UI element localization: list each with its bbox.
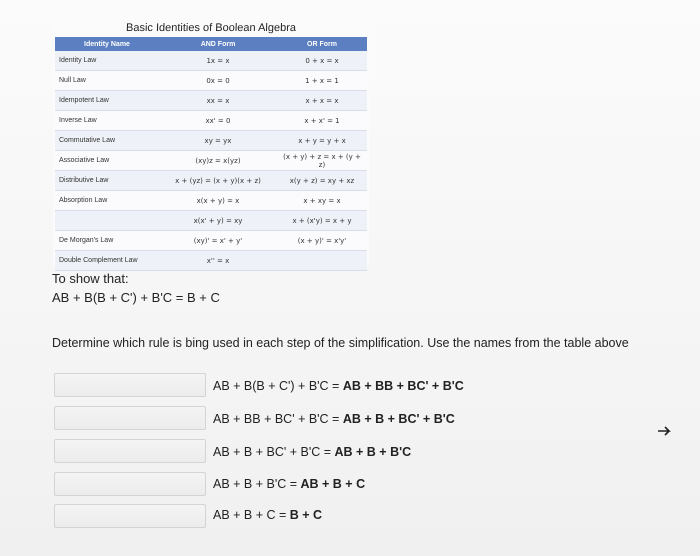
row-and: xx = x — [159, 91, 277, 111]
mouse-pointer-icon — [657, 425, 671, 439]
answer-input-1[interactable] — [54, 373, 206, 397]
row-name: Identity Law — [55, 51, 159, 71]
table-row — [55, 71, 367, 91]
row-and: 1x = x — [159, 51, 277, 71]
row-name: De Morgan's Law — [55, 231, 159, 251]
row-name: Associative Law — [55, 151, 159, 171]
prompt-goal: AB + B(B + C') + B'C = B + C — [52, 290, 220, 305]
table-row — [55, 91, 367, 111]
answer-input-5[interactable] — [54, 504, 206, 528]
answer-input-2[interactable] — [54, 406, 206, 430]
step-4-left: AB + B + B'C = — [213, 477, 301, 491]
row-and: x(x' + y) = xy — [159, 211, 277, 231]
row-name: Commutative Law — [55, 131, 159, 151]
row-name: Absorption Law — [55, 191, 159, 211]
step-2-left: AB + BB + BC' + B'C = — [213, 412, 343, 426]
step-1-right: AB + BB + BC' + B'C — [342, 379, 464, 393]
row-or: x + (x'y) = x + y — [277, 211, 367, 231]
table-row — [55, 111, 367, 131]
prompt-intro: To show that: — [52, 271, 129, 286]
row-name: Inverse Law — [55, 111, 159, 131]
row-or: x + y = y + x — [277, 131, 367, 151]
row-or: x + x' = 1 — [277, 111, 367, 131]
row-or: 1 + x = 1 — [277, 71, 367, 91]
identities-table-image — [53, 18, 369, 266]
table-row — [55, 231, 367, 251]
table-header-row — [55, 37, 367, 51]
row-name: Distributive Law — [55, 171, 159, 191]
row-and: x'' = x — [159, 251, 277, 271]
row-name: Null Law — [55, 71, 159, 91]
row-or: x + xy = x — [277, 191, 367, 211]
row-and: x + (yz) = (x + y)(x + z) — [159, 171, 277, 191]
row-or: (x + y)' = x'y' — [277, 231, 367, 251]
row-name: Idempotent Law — [55, 91, 159, 111]
row-or: (x + y) + z = x + (y + z) — [277, 151, 367, 171]
row-and: (xy)z = x(yz) — [159, 151, 277, 171]
prompt-instruction: Determine which rule is bing used in each step of the simplification. Use the names from the table above — [52, 336, 629, 350]
header-or-form: OR Form — [277, 37, 367, 51]
answer-input-3[interactable] — [54, 439, 206, 463]
header-identity-name: Identity Name — [55, 37, 159, 51]
step-3-left: AB + B + BC' + B'C = — [213, 445, 335, 459]
row-or: x(y + z) = xy + xz — [277, 171, 367, 191]
step-1 — [213, 379, 464, 393]
step-5-right: B + C — [289, 508, 323, 522]
row-and: xx' = 0 — [159, 111, 277, 131]
table-row — [55, 131, 367, 151]
step-3-right: AB + B + B'C — [334, 445, 412, 459]
table-row — [55, 51, 367, 71]
table-row — [55, 251, 367, 271]
table-row — [55, 191, 367, 211]
row-or: 0 + x = x — [277, 51, 367, 71]
row-and: xy = yx — [159, 131, 277, 151]
table-row — [55, 171, 367, 191]
table-row — [55, 151, 367, 171]
step-4-right: AB + B + C — [300, 477, 366, 491]
step-2-right: AB + B + BC' + B'C — [342, 412, 455, 426]
step-2 — [213, 412, 455, 426]
step-1-left: AB + B(B + C') + B'C = — [213, 379, 343, 393]
row-name: Double Complement Law — [55, 251, 159, 271]
row-or — [277, 251, 367, 271]
row-and: (xy)' = x' + y' — [159, 231, 277, 251]
row-and: 0x = 0 — [159, 71, 277, 91]
step-5 — [213, 508, 322, 522]
step-5-left: AB + B + C = — [213, 508, 290, 522]
answer-input-4[interactable] — [54, 472, 206, 496]
table-title: Basic Identities of Boolean Algebra — [125, 22, 297, 34]
row-and: x(x + y) = x — [159, 191, 277, 211]
step-4 — [213, 477, 365, 491]
identities-table — [55, 37, 367, 271]
row-or: x + x = x — [277, 91, 367, 111]
header-and-form: AND Form — [159, 37, 277, 51]
step-3 — [213, 445, 411, 459]
row-name — [55, 211, 159, 231]
table-row — [55, 211, 367, 231]
